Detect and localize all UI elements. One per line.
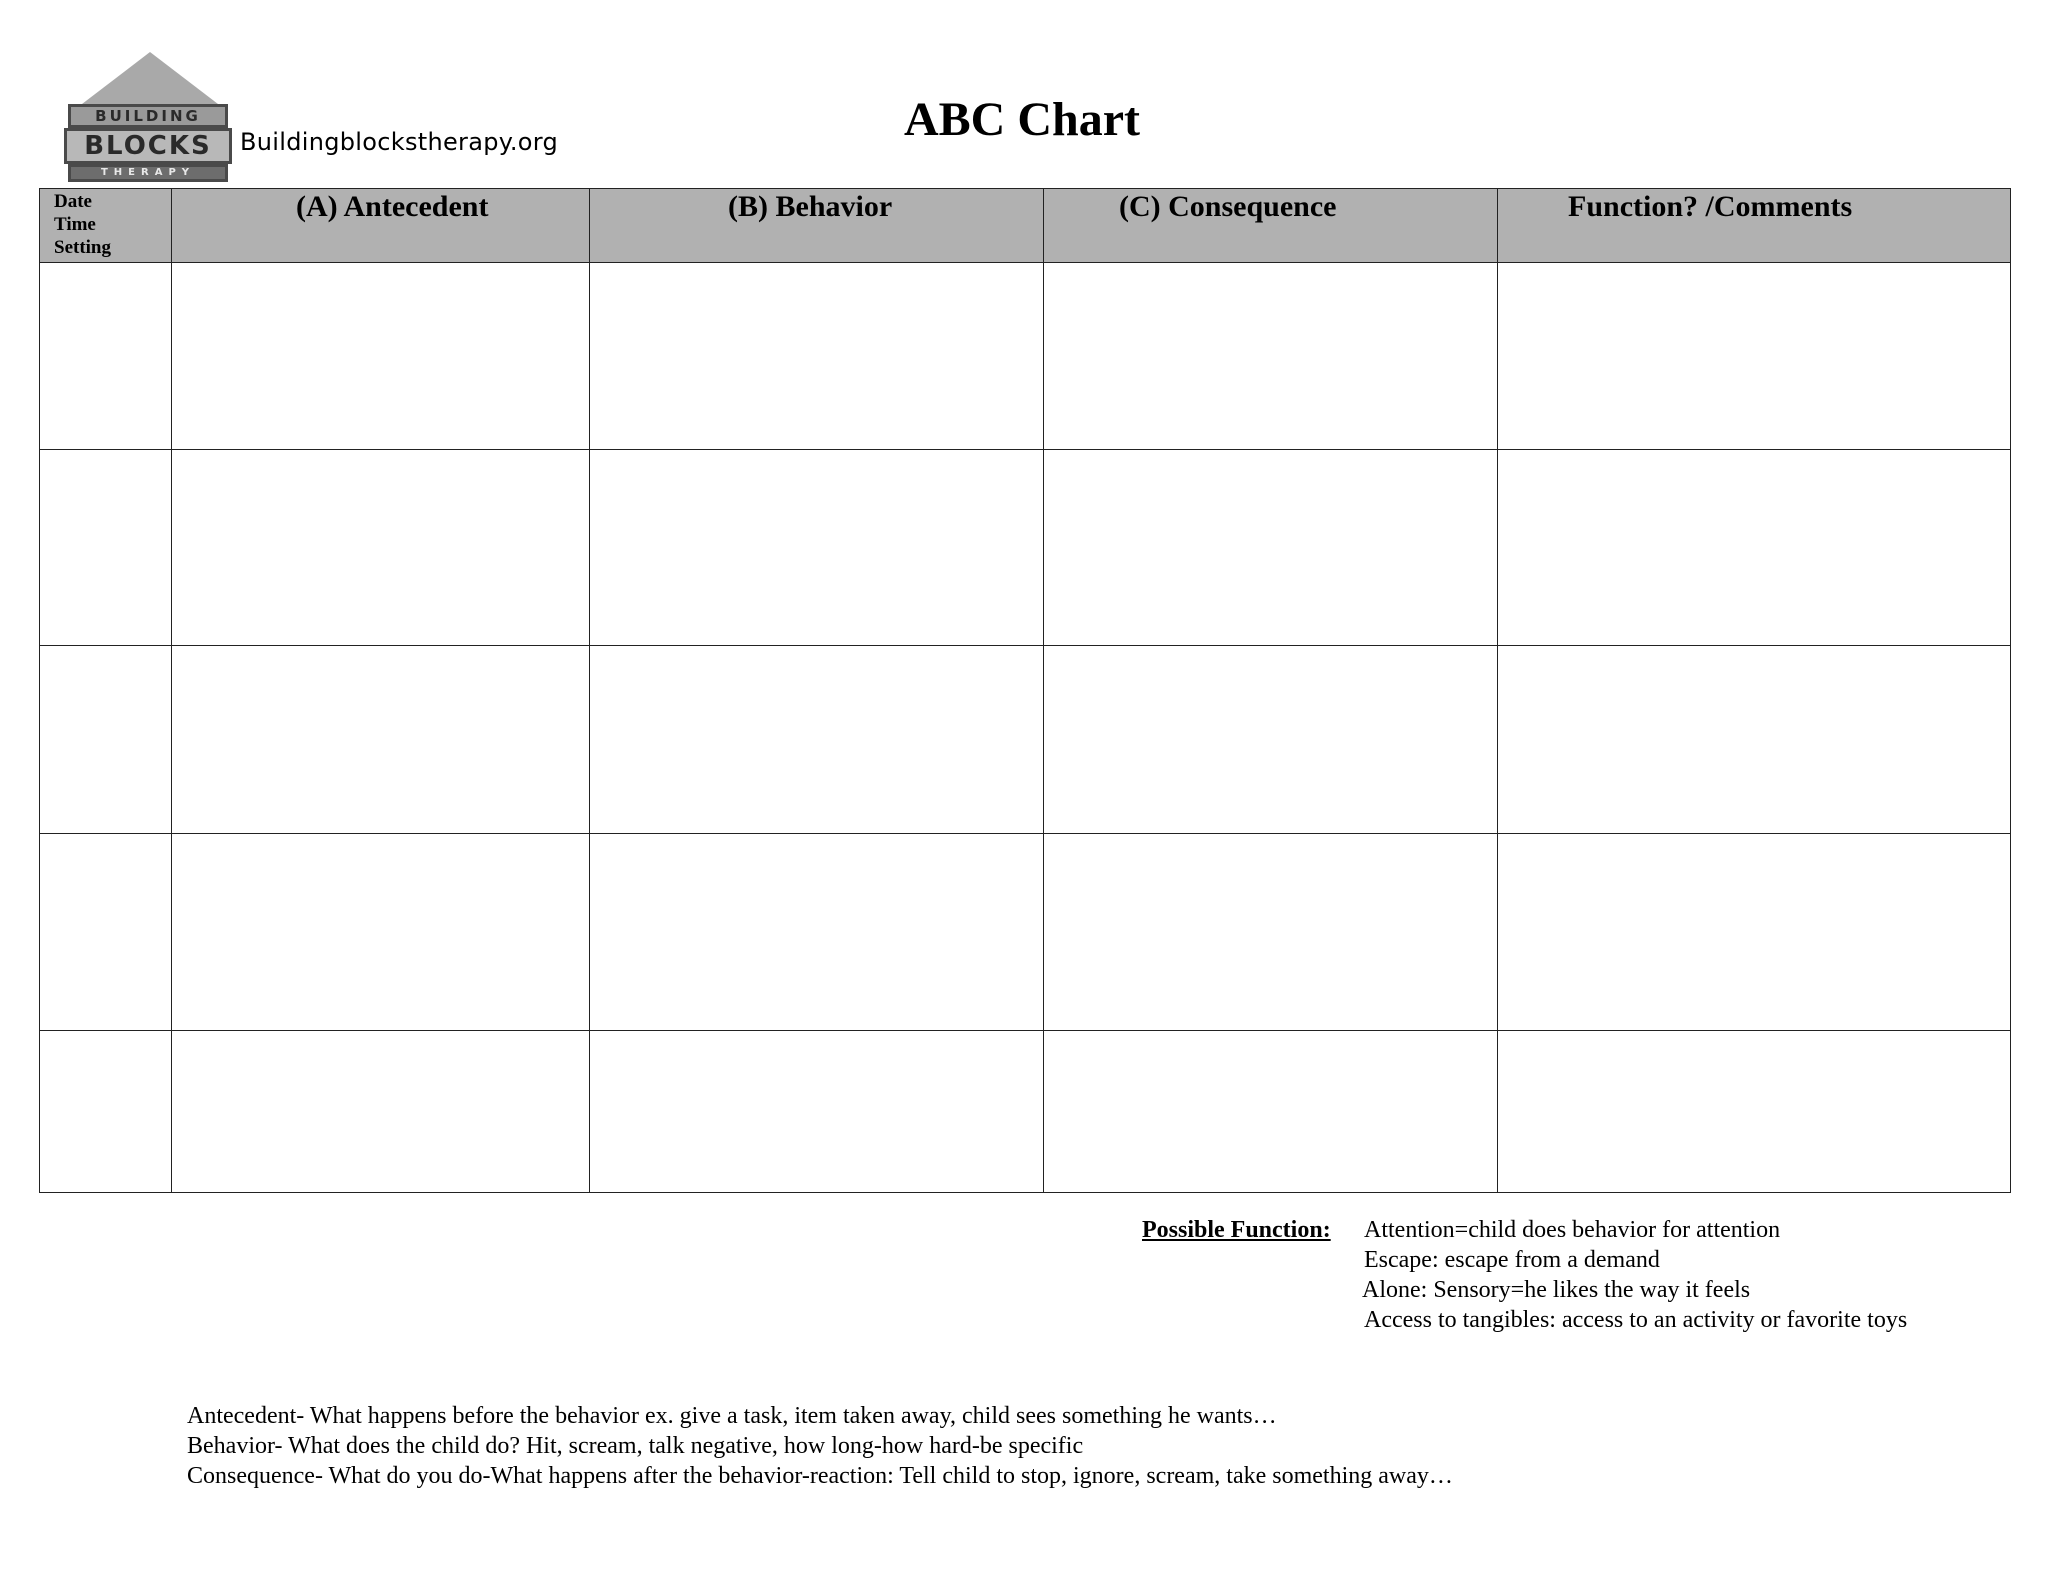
cell-function[interactable] [1498, 834, 2011, 1031]
table-row [40, 263, 2011, 450]
abc-table [39, 188, 2011, 1193]
cell-consequence[interactable] [1044, 450, 1498, 646]
cell-date[interactable] [40, 834, 172, 1031]
page-title [0, 92, 2048, 147]
cell-function[interactable] [1498, 263, 2011, 450]
cell-behavior[interactable] [590, 834, 1044, 1031]
header-date-line: Date [54, 191, 92, 212]
site-url: Buildingblockstherapy.org [240, 128, 559, 156]
table-row [40, 646, 2011, 834]
cell-behavior[interactable] [590, 646, 1044, 834]
cell-date[interactable] [40, 450, 172, 646]
header-behavior [590, 189, 1044, 263]
logo-main-block: BLOCKS [64, 128, 232, 164]
cell-antecedent[interactable] [172, 834, 590, 1031]
cell-behavior[interactable] [590, 450, 1044, 646]
possible-function-label: Possible Function: [1142, 1217, 1331, 1243]
cell-antecedent[interactable] [172, 263, 590, 450]
header-consequence-label: (C) Consequence [1119, 190, 1337, 223]
cell-antecedent[interactable] [172, 450, 590, 646]
table-row [40, 1031, 2011, 1193]
cell-consequence[interactable] [1044, 646, 1498, 834]
header-time-line: Time [54, 214, 96, 235]
table-row [40, 450, 2011, 646]
cell-date[interactable] [40, 263, 172, 450]
header-antecedent-label: (A) Antecedent [296, 190, 489, 223]
logo-bottom-block: THERAPY [68, 164, 228, 182]
function-item-sensory: Alone: Sensory=he likes the way it feels [1362, 1277, 1751, 1303]
cell-date[interactable] [40, 1031, 172, 1193]
cell-consequence[interactable] [1044, 1031, 1498, 1193]
page-title-text: ABC Chart [904, 93, 1140, 146]
cell-consequence[interactable] [1044, 263, 1498, 450]
function-item-attention: Attention=child does behavior for attention [1364, 1217, 1781, 1243]
header-antecedent [172, 189, 590, 263]
table-row [40, 834, 2011, 1031]
logo-top-block: BUILDING [68, 104, 228, 128]
cell-function[interactable] [1498, 646, 2011, 834]
header-function-comments [1498, 189, 2011, 263]
cell-consequence[interactable] [1044, 834, 1498, 1031]
header-setting-line: Setting [54, 237, 111, 258]
cell-antecedent[interactable] [172, 646, 590, 834]
definition-antecedent: Antecedent- What happens before the behavior ex. give a task, item taken away, child sees something he wants… [187, 1403, 1277, 1429]
header-date-time-setting [40, 189, 172, 263]
cell-function[interactable] [1498, 1031, 2011, 1193]
table-header-row [40, 189, 2011, 263]
definition-consequence: Consequence- What do you do-What happens after the behavior-reaction: Tell child to stop, ignore, scream, take something away… [187, 1463, 1453, 1489]
possible-function-list [1364, 1215, 1907, 1335]
cell-function[interactable] [1498, 450, 2011, 646]
header-behavior-label: (B) Behavior [728, 190, 893, 223]
function-item-tangibles: Access to tangibles: access to an activity or favorite toys [1364, 1307, 1908, 1333]
cell-behavior[interactable] [590, 263, 1044, 450]
definitions-list [187, 1401, 1453, 1491]
cell-behavior[interactable] [590, 1031, 1044, 1193]
cell-date[interactable] [40, 646, 172, 834]
definition-behavior: Behavior- What does the child do? Hit, scream, talk negative, how long-how hard-be specific [187, 1433, 1084, 1459]
header-consequence [1044, 189, 1498, 263]
header-function-label: Function? /Comments [1568, 190, 1853, 223]
function-item-escape: Escape: escape from a demand [1364, 1247, 1660, 1273]
cell-antecedent[interactable] [172, 1031, 590, 1193]
